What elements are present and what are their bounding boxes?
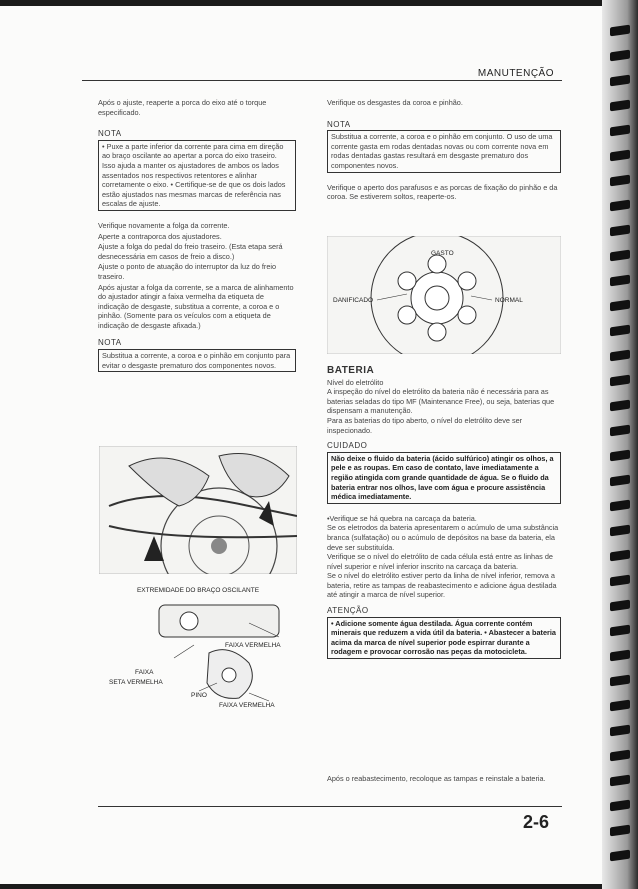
binding-ring [610,650,630,662]
subheading: Nível do eletrólito [327,377,384,387]
caution-title: CUIDADO [327,441,368,451]
paragraph: Ajuste a folga do pedal do freio traseiro. (Esta etapa será desnecessária em casos de freio a disco.) [98,242,283,261]
paragraph: Ajuste o ponto de atuação do interruptor da luz do freio traseiro. [98,262,277,281]
binding-ring [610,150,630,162]
left-column [98,98,296,382]
paragraph: A inspeção do nível do eletrólito da bateria não é necessária para as baterias seladas do tipo MF (Maintenance Free), ou seja, baterias que dispensam a manutenção. [327,387,555,416]
binding-ring [610,550,630,562]
paragraph: Verifique se o nível do eletrólito de cada célula está entre as linhas de nível superior e nível inferior inscrito na carcaça da bateria. [327,552,553,571]
binding-ring [610,675,630,687]
binding-ring [610,450,630,462]
paragraph: Se o nível do eletrólito estiver perto da linha de nível inferior, remova a bateria, retire as tampas de reabastecimento e adicione água destilada até atingir a marca de nível superior. [327,571,557,600]
paragraph: Verifique os desgastes da coroa e pinhão. [327,98,463,107]
note-title: NOTA [98,338,122,348]
footer-rule [98,806,562,807]
caution-box: Não deixe o fluido da bateria (ácido sulfúrico) atingir os olhos, a pele e as roupas. Em caso de contato, lave imediatamente a região atingida com grande quantidade de água. Se o fluido da bateria entrar nos olhos, lave com água e procure assistência médica imediatamente. [327,452,561,504]
paragraph: Após o ajuste, reaperte a porca do eixo até o torque especificado. [98,98,267,117]
figure-label: PINO [191,692,207,699]
sprocket-wear-diagram [327,236,561,354]
right-column-end [327,774,561,790]
paragraph: Aperte a contraporca dos ajustadores. [98,231,222,241]
warning-box: • Adicione somente água destilada. Água corrente contém minerais que reduzem a vida útil da bateria. • Abastecer a bateria acima da marca de nível superior pode espirrar durante a rodagem e provocar corrosão nas peças da motocicleta. [327,617,561,659]
note-box: • Puxe a parte inferior da corrente para cima em direção ao braço oscilante ao apertar a porca do eixo traseiro. Isso ajuda a manter os ajustadores de ambos os lados assentados nos respectivos retentores e alinhar corretamente o eixo. • Certifique-se de que os dois lados estão ajustados nas mesmas marcas de referência nas escalas de ajuste. [98,140,296,211]
binding-ring [610,725,630,737]
figure-label: EXTREMIDADE DO BRAÇO OSCILANTE [136,587,260,594]
binding-ring [610,100,630,112]
binding-ring [610,600,630,612]
figure-label: DANIFICADO [333,297,374,304]
binding-ring [610,800,630,812]
paragraph: Para as baterias do tipo aberto, o nível do eletrólito deve ser inspecionado. [327,415,523,435]
binding-ring [610,575,630,587]
binding-ring [610,325,630,337]
binding-ring [610,300,630,312]
binding-ring [610,500,630,512]
right-column-top [327,98,561,208]
swingarm-indicator-diagram [99,583,297,713]
binding-ring [610,200,630,212]
paragraph: •Verifique se há quebra na carcaça da bateria. [327,513,477,523]
binding-ring [610,825,630,837]
paragraph: Após ajustar a folga da corrente, se a marca de alinhamento do ajustador atingir a faixa vermelha da etiqueta de indicação de desgaste, substitua a corrente, a coroa e o pinhão. (Somente para os veículos com a etiqueta de indicação de desgaste afixada.) [98,282,294,330]
note-box: Substitua a corrente, a coroa e o pinhão em conjunto para evitar o desgaste prematuro dos componentes novos. [98,349,296,372]
binding-ring [610,425,630,437]
binding-ring [610,50,630,62]
binding-ring [610,775,630,787]
binding-ring [610,700,630,712]
binding-ring [610,350,630,362]
paragraph: Verifique o aperto dos parafusos e as porcas de fixação do pinhão e da coroa. Se estiverem soltos, reaperte-os. [327,182,558,202]
paragraph: Se os eletrodos da bateria apresentarem o acúmulo de uma substância branca (sulfatação) ou o acúmulo de depósitos na base da bateria, ela deve ser substituída. [327,523,559,552]
figure-label: FAIXA VERMELHA [225,642,281,649]
paragraph: Verifique novamente a folga da corrente. [98,220,230,230]
bottom-scan-edge [0,884,602,889]
spiral-binding [604,26,632,876]
note-title: NOTA [98,129,122,139]
binding-ring [610,75,630,87]
figure-label: FAIXA [135,669,154,676]
page-number: 2-6 [523,812,550,832]
header-rule [82,80,562,81]
figure-label: SETA VERMELHA [109,679,163,686]
binding-ring [610,275,630,287]
section-title: BATERIA [327,365,375,376]
binding-ring [610,250,630,262]
binding-ring [610,475,630,487]
note-title: NOTA [327,119,351,129]
paragraph: Após o reabastecimento, recoloque as tampas e reinstale a bateria. [327,774,546,783]
section-header: MANUTENÇÃO [477,68,554,79]
binding-ring [610,625,630,637]
binding-ring [610,375,630,387]
top-scan-edge [0,0,602,6]
chain-adjustment-illustration [99,446,297,574]
binding-ring [610,125,630,137]
right-column-bottom [327,366,561,669]
figure-label: GASTO [431,250,454,257]
note-box: Substitua a corrente, a coroa e o pinhão em conjunto. O uso de uma corrente gasta em rodas dentadas novas ou com corrente nova em rodas dentadas gastas resultará em desgaste prematuro dos componentes novos. [327,130,561,172]
warning-title: ATENÇÃO [327,606,369,616]
binding-ring [610,225,630,237]
binding-ring [610,525,630,537]
binding-ring [610,175,630,187]
figure-label: FAIXA VERMELHA [219,702,275,709]
binding-ring [610,850,630,862]
figure-label: NORMAL [495,297,523,304]
binding-ring [610,400,630,412]
binding-ring [610,25,630,37]
binding-ring [610,750,630,762]
